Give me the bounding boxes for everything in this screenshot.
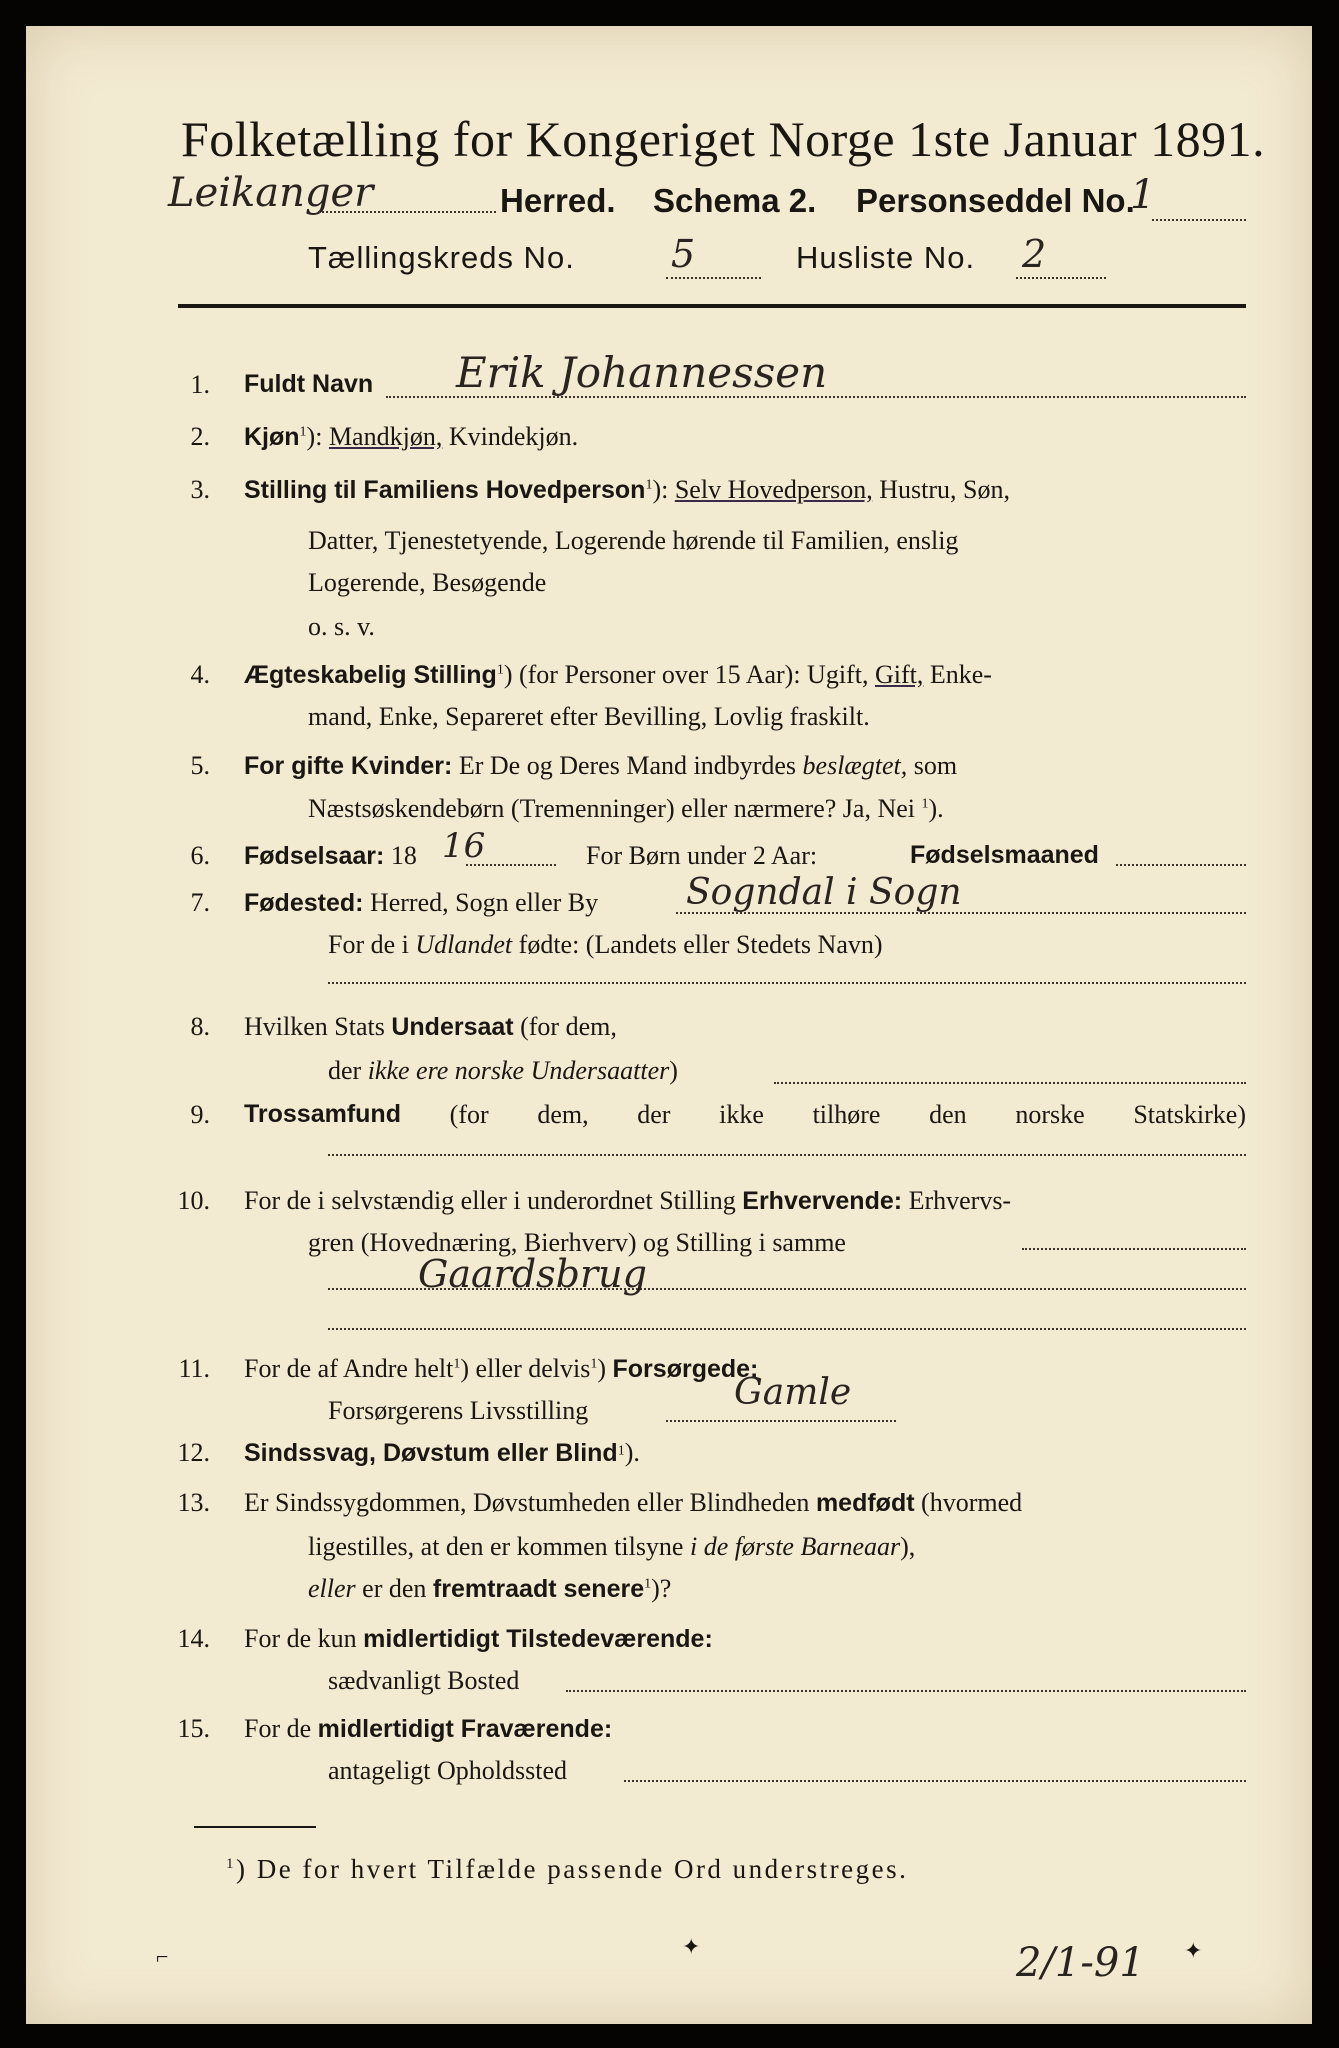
census-form-sheet [26,26,1312,2024]
q8-line2: der ikke ere norske Undersaatter) [328,1056,678,1085]
q7-number: 7. [190,888,210,917]
q3-selected-option: Selv Hovedperson, [674,475,873,504]
q6-children-label: For Børn under 2 Aar: [586,841,818,870]
q1-answer: Erik Johannessen [456,348,828,397]
q3-line3: Logerende, Besøgende [308,568,547,597]
q6-number: 6. [190,841,210,870]
q6-label: Fødselsaar: 18 [244,841,417,870]
kreds-label: Tællingskreds No. [308,240,575,275]
handwritten-date: 2/1-91 [1016,1940,1145,1986]
q6-year-handwritten: 16 [442,826,486,866]
personseddel-number: 1 [1130,172,1156,218]
q1-number: 1. [190,370,210,399]
q10-number: 10. [177,1186,210,1215]
q6-month-dots [1116,864,1246,866]
q9-number: 9. [190,1100,210,1129]
q9-line1: Trossamfund (for dem, der ikke tilhøre den norske Statskirke) [244,1100,1246,1129]
q13-line3: eller er den fremtraadt senere$^1$)? [308,1574,672,1603]
q2-number: 2. [190,422,210,451]
herred-label: Herred. [500,182,616,219]
q10-extra-dots [328,1328,1246,1330]
q4-line1: Ægteskabelig Stilling$^1$) (for Personer over 15 Aar): Ugift, Gift, Enke- [244,660,992,689]
q2-selected-option: Mandkjøn, [328,422,443,451]
q13-number: 13. [177,1488,210,1517]
q8-number: 8. [190,1012,210,1041]
q12-number: 12. [177,1438,210,1467]
q14-dots [566,1690,1246,1692]
q8-line1: Hvilken Stats Undersaat (for dem, [244,1012,617,1041]
q7-answer: Sogndal i Sogn [686,872,962,913]
q8-dots [774,1082,1246,1084]
q5-line2: Næstsøskendebørn (Tremenninger) eller nærmere? Ja, Nei $^1$). [308,794,944,823]
husliste-dots [1016,277,1106,279]
q11-line1: For de af Andre helt$^1$) eller delvis$^1$) Forsørgede: [244,1354,759,1383]
q7-label: Fødested: Herred, Sogn eller By [244,888,599,917]
q5-line1: For gifte Kvinder: Er De og Deres Mand indbyrdes beslægtet, som [244,751,958,780]
q10-answer: Gaardsbrug [418,1252,647,1296]
q15-line1: For de midlertidigt Fraværende: [244,1714,613,1743]
ink-mark-right: ✦ [1184,1938,1203,1963]
q15-line2: antageligt Opholdssted [328,1756,568,1785]
q15-number: 15. [177,1714,210,1743]
q2-text: Kjøn$^1$): Mandkjøn, Kvindekjøn. [244,422,579,451]
q11-line2: Forsørgerens Livsstilling [328,1396,589,1425]
footnote: $^1$) De for hvert Tilfælde passende Ord understreges. [226,1854,909,1884]
q14-line2: sædvanligt Bosted [328,1666,520,1695]
q14-number: 14. [177,1624,210,1653]
q14-line1: For de kun midlertidigt Tilstedeværende: [244,1624,713,1653]
q10-line2-dots [1022,1248,1246,1250]
schema-label: Schema 2. [653,182,817,219]
ink-mark-center: ✦ [682,1934,701,1959]
form-title: Folketælling for Kongeriget Norge 1ste Januar 1891. [181,111,1266,167]
q6-month-label: Fødselsmaaned [910,841,1099,869]
q9-dots [328,1154,1246,1156]
q4-selected-option: Gift, [874,660,924,689]
q10-line1: For de i selvstændig eller i underordnet Stilling Erhvervende: Erhvervs- [244,1186,1012,1215]
q11-dots [666,1420,896,1422]
q7-line2: For de i Udlandet fødte: (Landets eller Stedets Navn) [328,930,883,959]
q5-number: 5. [190,751,210,780]
q6-year-dots [466,864,556,866]
q11-number: 11. [178,1354,210,1383]
q11-answer: Gamle [734,1372,852,1413]
q12-label: Sindssvag, Døvstum eller Blind$^1$). [244,1438,640,1467]
husliste-label: Husliste No. [796,240,976,275]
q10-line2: gren (Hovednæring, Bierhverv) og Stilling i samme [308,1228,846,1257]
q7-foreign-dots [328,982,1246,984]
kreds-dots [666,277,761,279]
footnote-rule [194,1826,316,1828]
kreds-number: 5 [671,232,696,276]
q1-label: Fuldt Navn [244,370,374,398]
q13-line2: ligestilles, at den er kommen tilsyne i de første Barneaar), [308,1532,916,1561]
q3-line4: o. s. v. [308,612,375,641]
q3-line1: Stilling til Familiens Hovedperson$^1$): Selv Hovedperson, Hustru, Søn, [244,475,1010,504]
ink-mark-left: ⌐ [156,1944,169,1969]
q4-number: 4. [190,660,210,689]
husliste-number: 2 [1022,232,1047,276]
herred-handwritten: Leikanger [168,170,374,216]
q13-line1: Er Sindssygdommen, Døvstumheden eller Blindheden medfødt (hvormed [244,1488,1023,1517]
q3-line2: Datter, Tjenestetyende, Logerende hørende til Familien, enslig [308,526,959,555]
personseddel-label: Personseddel No. [856,182,1135,219]
q15-dots [624,1780,1246,1782]
q3-number: 3. [190,475,210,504]
q4-line2: mand, Enke, Separeret efter Bevilling, Lovlig fraskilt. [308,702,870,731]
personseddel-dots [1152,219,1246,221]
herred-dots [318,211,496,213]
header-rule [178,304,1246,308]
